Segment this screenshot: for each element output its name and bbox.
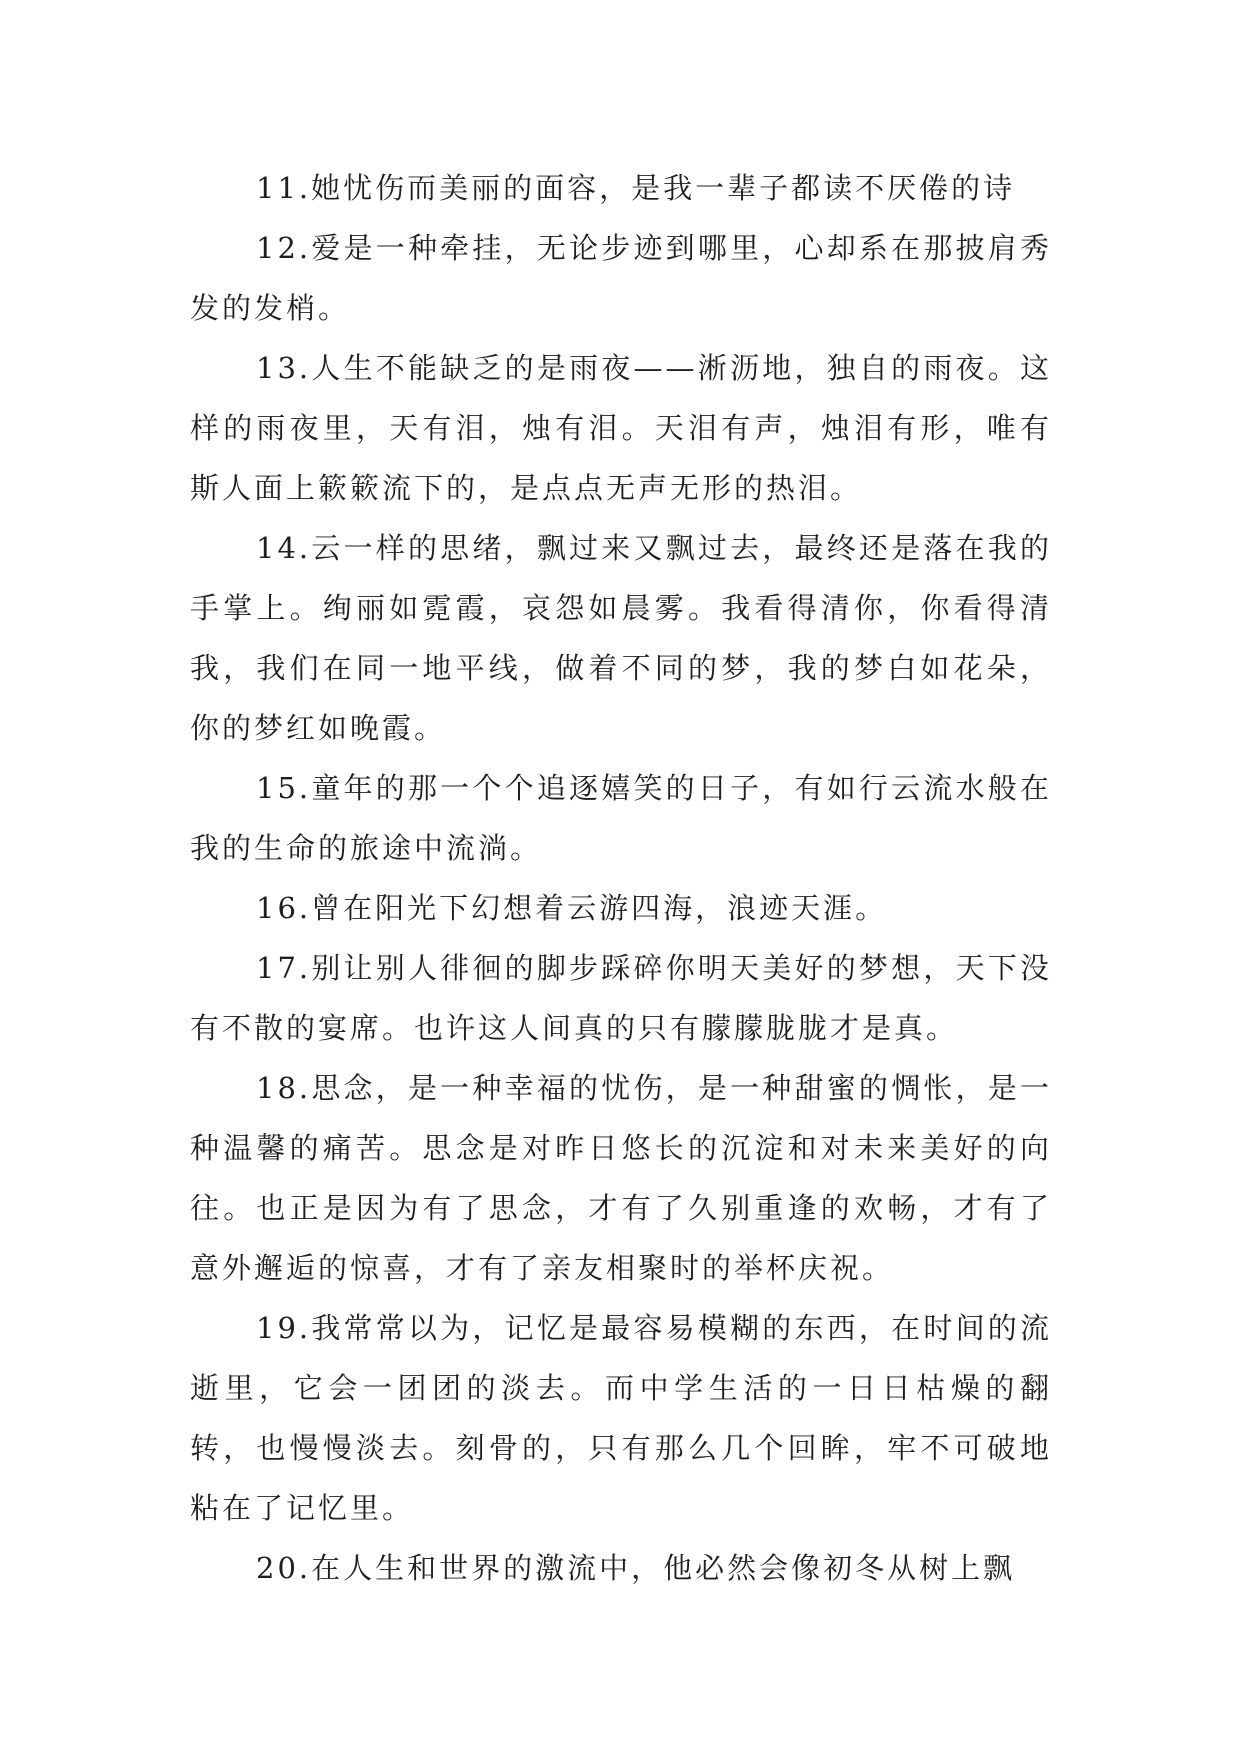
paragraph-15: 15.童年的那一个个追逐嬉笑的日子，有如行云流水般在我的生命的旅途中流淌。 [190, 771, 1052, 865]
paragraph-13: 13.人生不能缺乏的是雨夜——淅沥地，独自的雨夜。这样的雨夜里，天有泪，烛有泪。天泪有声，烛泪有形，唯有斯人面上簌簌流下的，是点点无声无形的热泪。 [190, 351, 1052, 505]
paragraph-20: 20.在人生和世界的激流中，他必然会像初冬从树上飘 [256, 1551, 1016, 1585]
paragraph-17: 17.别让别人徘徊的脚步踩碎你明天美好的梦想，天下没有不散的宴席。也许这人间真的只有朦朦胧胧才是真。 [190, 951, 1052, 1045]
paragraph-11: 11.她忧伤而美丽的面容，是我一辈子都读不厌倦的诗 [256, 171, 1016, 205]
document-body [190, 158, 1052, 1598]
paragraph-19: 19.我常常以为，记忆是最容易模糊的东西，在时间的流逝里，它会一团团的淡去。而中学生活的一日日枯燥的翻转，也慢慢淡去。刻骨的，只有那么几个回眸，牢不可破地粘在了记忆里。 [190, 1311, 1052, 1525]
paragraph-12: 12.爱是一种牵挂，无论步迹到哪里，心却系在那披肩秀发的发梢。 [190, 231, 1052, 325]
paragraph-16: 16.曾在阳光下幻想着云游四海，浪迹天涯。 [256, 891, 888, 925]
paragraph-14: 14.云一样的思绪，飘过来又飘过去，最终还是落在我的手掌上。绚丽如霓霞，哀怨如晨雾。我看得清你，你看得清我，我们在同一地平线，做着不同的梦，我的梦白如花朵，你的梦红如晚霞。 [190, 531, 1052, 745]
paragraph-18: 18.思念，是一种幸福的忧伤，是一种甜蜜的惆怅，是一种温馨的痛苦。思念是对昨日悠长的沉淀和对未来美好的向往。也正是因为有了思念，才有了久别重逢的欢畅，才有了意外邂逅的惊喜，才有了亲友相聚时的举杯庆祝。 [190, 1071, 1052, 1285]
